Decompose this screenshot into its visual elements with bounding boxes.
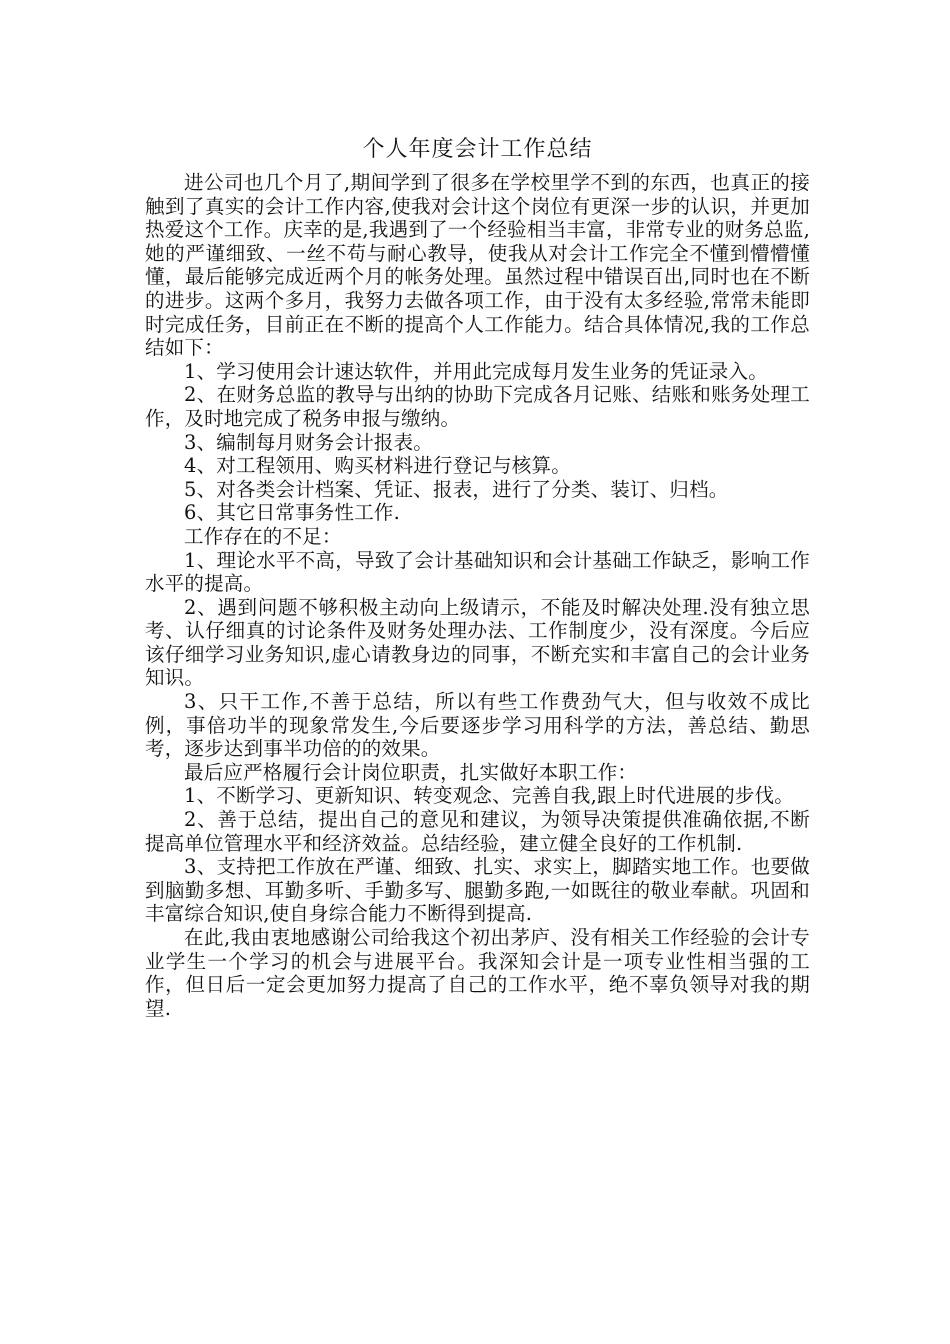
- document-body: [145, 135, 810, 1020]
- paragraph-duties-heading: 最后应严格履行会计岗位职责，扎实做好本职工作：: [184, 760, 638, 784]
- paragraph-intro: 进公司也几个月了,期间学到了很多在学校里学不到的东西，也真正的接触到了真实的会计工作内容,使我对会计这个岗位有更深一步的认识，并更加热爱这个工作。庆幸的是,我遇到了一个经验相当丰富，非常专业的财务总监,她的严谨细致、一丝不苟与耐心教导，使我从对会计工作完全不懂到懵懵懂懂，最后能够完成近两个月的帐务处理。虽然过程中错误百出,同时也在不断的进步。这两个多月，我努力去做各项工作，由于没有太多经验,常常未能即时完成任务，目前正在不断的提高个人工作能力。结合具体情况,我的工作总结如下：: [145, 171, 810, 360]
- document-title: 个人年度会计工作总结: [362, 137, 593, 162]
- paragraph-duty-3: 3、支持把工作放在严谨、细致、扎实、求实上，脚踏实地工作。也要做到脑勤多想、耳勤多听、手勤多写、腿勤多跑,一如既往的敬业奉献。巩固和丰富综合知识,使自身综合能力不断得到提高.: [145, 855, 810, 926]
- paragraph-shortcoming-1: 1、理论水平不高，导致了会计基础知识和会计基础工作缺乏，影响工作水平的提高。: [145, 548, 810, 596]
- paragraph-work-item-5: 5、对各类会计档案、凭证、报表，进行了分类、装订、归档。: [184, 477, 729, 501]
- paragraph-duty-2: 2、善于总结，提出自己的意见和建议，为领导决策提供准确依据,不断提高单位管理水平和经济效益。总结经验，建立健全良好的工作机制.: [145, 808, 810, 855]
- paragraph-work-item-6: 6、其它日常事务性工作.: [184, 501, 401, 525]
- paragraph-work-item-4: 4、对工程领用、购买材料进行登记与核算。: [184, 454, 571, 478]
- paragraph-shortcoming-3: 3、只干工作,不善于总结，所以有些工作费劲气大，但与收效不成比例，事倍功半的现象常发生,今后要逐步学习用科学的方法，善总结、勤思考，逐步达到事半功倍的的效果。: [145, 690, 810, 761]
- paragraph-work-item-2: 2、在财务总监的教导与出纳的协助下完成各月记账、结账和账务处理工作，及时地完成了税务申报与缴纳。: [145, 383, 810, 430]
- paragraph-shortcomings-heading: 工作存在的不足：: [184, 524, 342, 548]
- paragraph-closing: 在此,我由衷地感谢公司给我这个初出茅庐、没有相关工作经验的会计专业学生一个学习的机会与进展平台。我深知会计是一项专业性相当强的工作，但日后一定会更加努力提高了自己的工作水平，绝不辜负领导对我的期望.: [145, 926, 810, 1020]
- paragraph-work-item-1: 1、学习使用会计速达软件，并用此完成每月发生业务的凭证录入。: [184, 359, 768, 383]
- paragraph-shortcoming-2: 2、遇到问题不够积极主动向上级请示，不能及时解决处理.没有独立思考、认仔细真的讨论条件及财务处理办法、工作制度少，没有深度。今后应该仔细学习业务知识,虚心请教身边的同事，不断充实和丰富自己的会计业务知识。: [145, 595, 810, 690]
- paragraph-work-item-3: 3、编制每月财务会计报表。: [184, 430, 434, 454]
- paragraph-duty-1: 1、不断学习、更新知识、转变观念、完善自我,跟上时代进展的步伐。: [184, 784, 795, 808]
